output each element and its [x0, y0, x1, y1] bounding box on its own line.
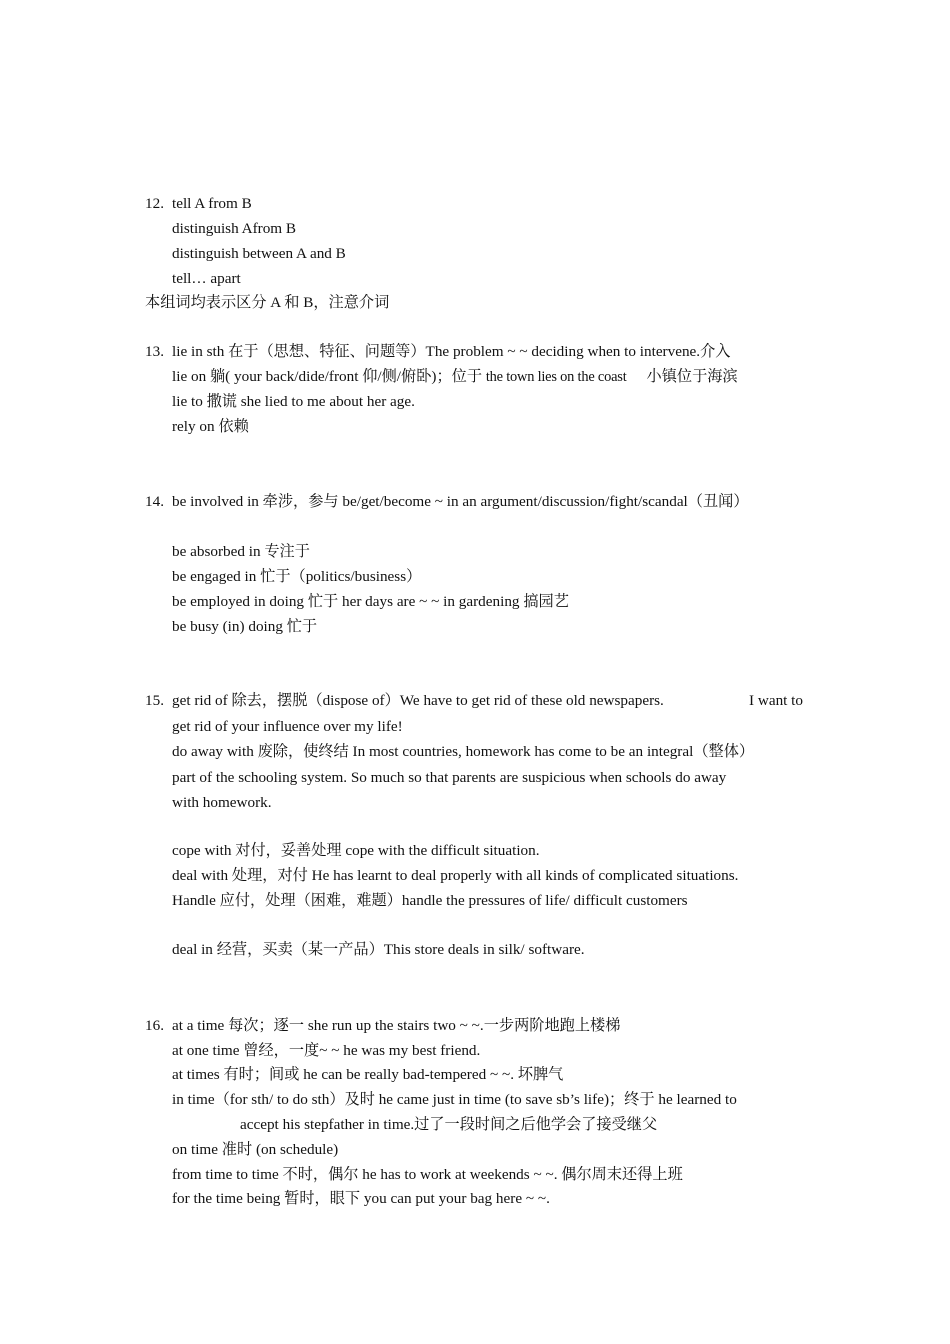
- section-16-number: 16.: [145, 1017, 164, 1034]
- section-12-note: 本组词均表示区分 A 和 B，注意介词: [145, 294, 390, 311]
- section-16-line-4: in time（for sth/ to do sth）及时 he came just in time (to save sb’s life)；终于 he learned to: [172, 1091, 737, 1108]
- section-14-line-3: be engaged in 忙于（politics/business）: [172, 568, 422, 585]
- section-15-line-8: Handle 应付，处理（困难，难题）handle the pressures of life/ difficult customers: [172, 892, 688, 909]
- section-14-line-1: 14. be involved in 牵涉，参与 be/get/become ~ in an argument/discussion/fight/scandal（丑闻）: [145, 493, 749, 510]
- section-12-line-3: distinguish between A and B: [172, 245, 346, 262]
- section-16-line-8: for the time being 暂时，眼下 you can put your bag here ~ ~.: [172, 1190, 550, 1207]
- section-13-line-4: rely on 依赖: [172, 418, 249, 435]
- section-15-line-5: with homework.: [172, 794, 272, 811]
- section-15-line-3: do away with 废除，使终结 In most countries, homework has come to be an integral（整体）: [172, 743, 755, 760]
- section-15-line-1: 15. get rid of 除去，摆脱（dispose of）We have to get rid of these old newspapers.: [145, 692, 664, 709]
- section-16-line-6: on time 准时 (on schedule): [172, 1141, 339, 1158]
- section-16-line-2: at one time 曾经，一度~ ~ he was my best friend.: [172, 1042, 481, 1059]
- section-14-line-2: be absorbed in 专注于: [172, 543, 310, 560]
- section-15-line-6: cope with 对付，妥善处理 cope with the difficult situation.: [172, 842, 540, 859]
- section-15-line-9: deal in 经营，买卖（某一产品）This store deals in silk/ software.: [172, 941, 585, 958]
- section-15-number: 15.: [145, 692, 164, 709]
- section-13-number: 13.: [145, 343, 164, 360]
- section-15-line-2: get rid of your influence over my life!: [172, 718, 403, 735]
- section-13-line-2: lie on 躺( your back/dide/front 仰/侧/俯卧)；位于 the town lies on the coast 小镇位于海滨: [172, 368, 738, 385]
- section-16-line-5: accept his stepfather in time.过了一段时间之后他学会了接受继父: [240, 1116, 658, 1133]
- section-14-line-4: be employed in doing 忙于 her days are ~ ~ in gardening 搞园艺: [172, 593, 569, 610]
- section-13-line-3: lie to 撒谎 she lied to me about her age.: [172, 393, 415, 410]
- section-12-line-2: distinguish Afrom B: [172, 220, 297, 237]
- section-16-line-1: 16. at a time 每次；逐一 she run up the stairs two ~ ~.一步两阶地跑上楼梯: [145, 1017, 621, 1034]
- section-12-number: 12.: [145, 195, 164, 212]
- section-15-line-1-tail: I want to: [749, 692, 803, 709]
- section-15-line-4: part of the schooling system. So much so that parents are suspicious when schools do away: [172, 769, 727, 786]
- section-16-line-3: at times 有时；间或 he can be really bad-tempered ~ ~. 坏脾气: [172, 1066, 564, 1083]
- section-12-line-1: 12. tell A from B: [145, 195, 252, 212]
- section-12-line-4: tell… apart: [172, 270, 241, 287]
- section-14-line-5: be busy (in) doing 忙于: [172, 618, 318, 635]
- section-13-line-1: 13. lie in sth 在于（思想、特征、问题等）The problem ~ ~ deciding when to intervene.介入: [145, 343, 731, 360]
- section-16-line-7: from time to time 不时，偶尔 he has to work at weekends ~ ~. 偶尔周末还得上班: [172, 1166, 683, 1183]
- section-15-line-7: deal with 处理，对付 He has learnt to deal properly with all kinds of complicated situations.: [172, 867, 739, 884]
- section-14-number: 14.: [145, 493, 164, 510]
